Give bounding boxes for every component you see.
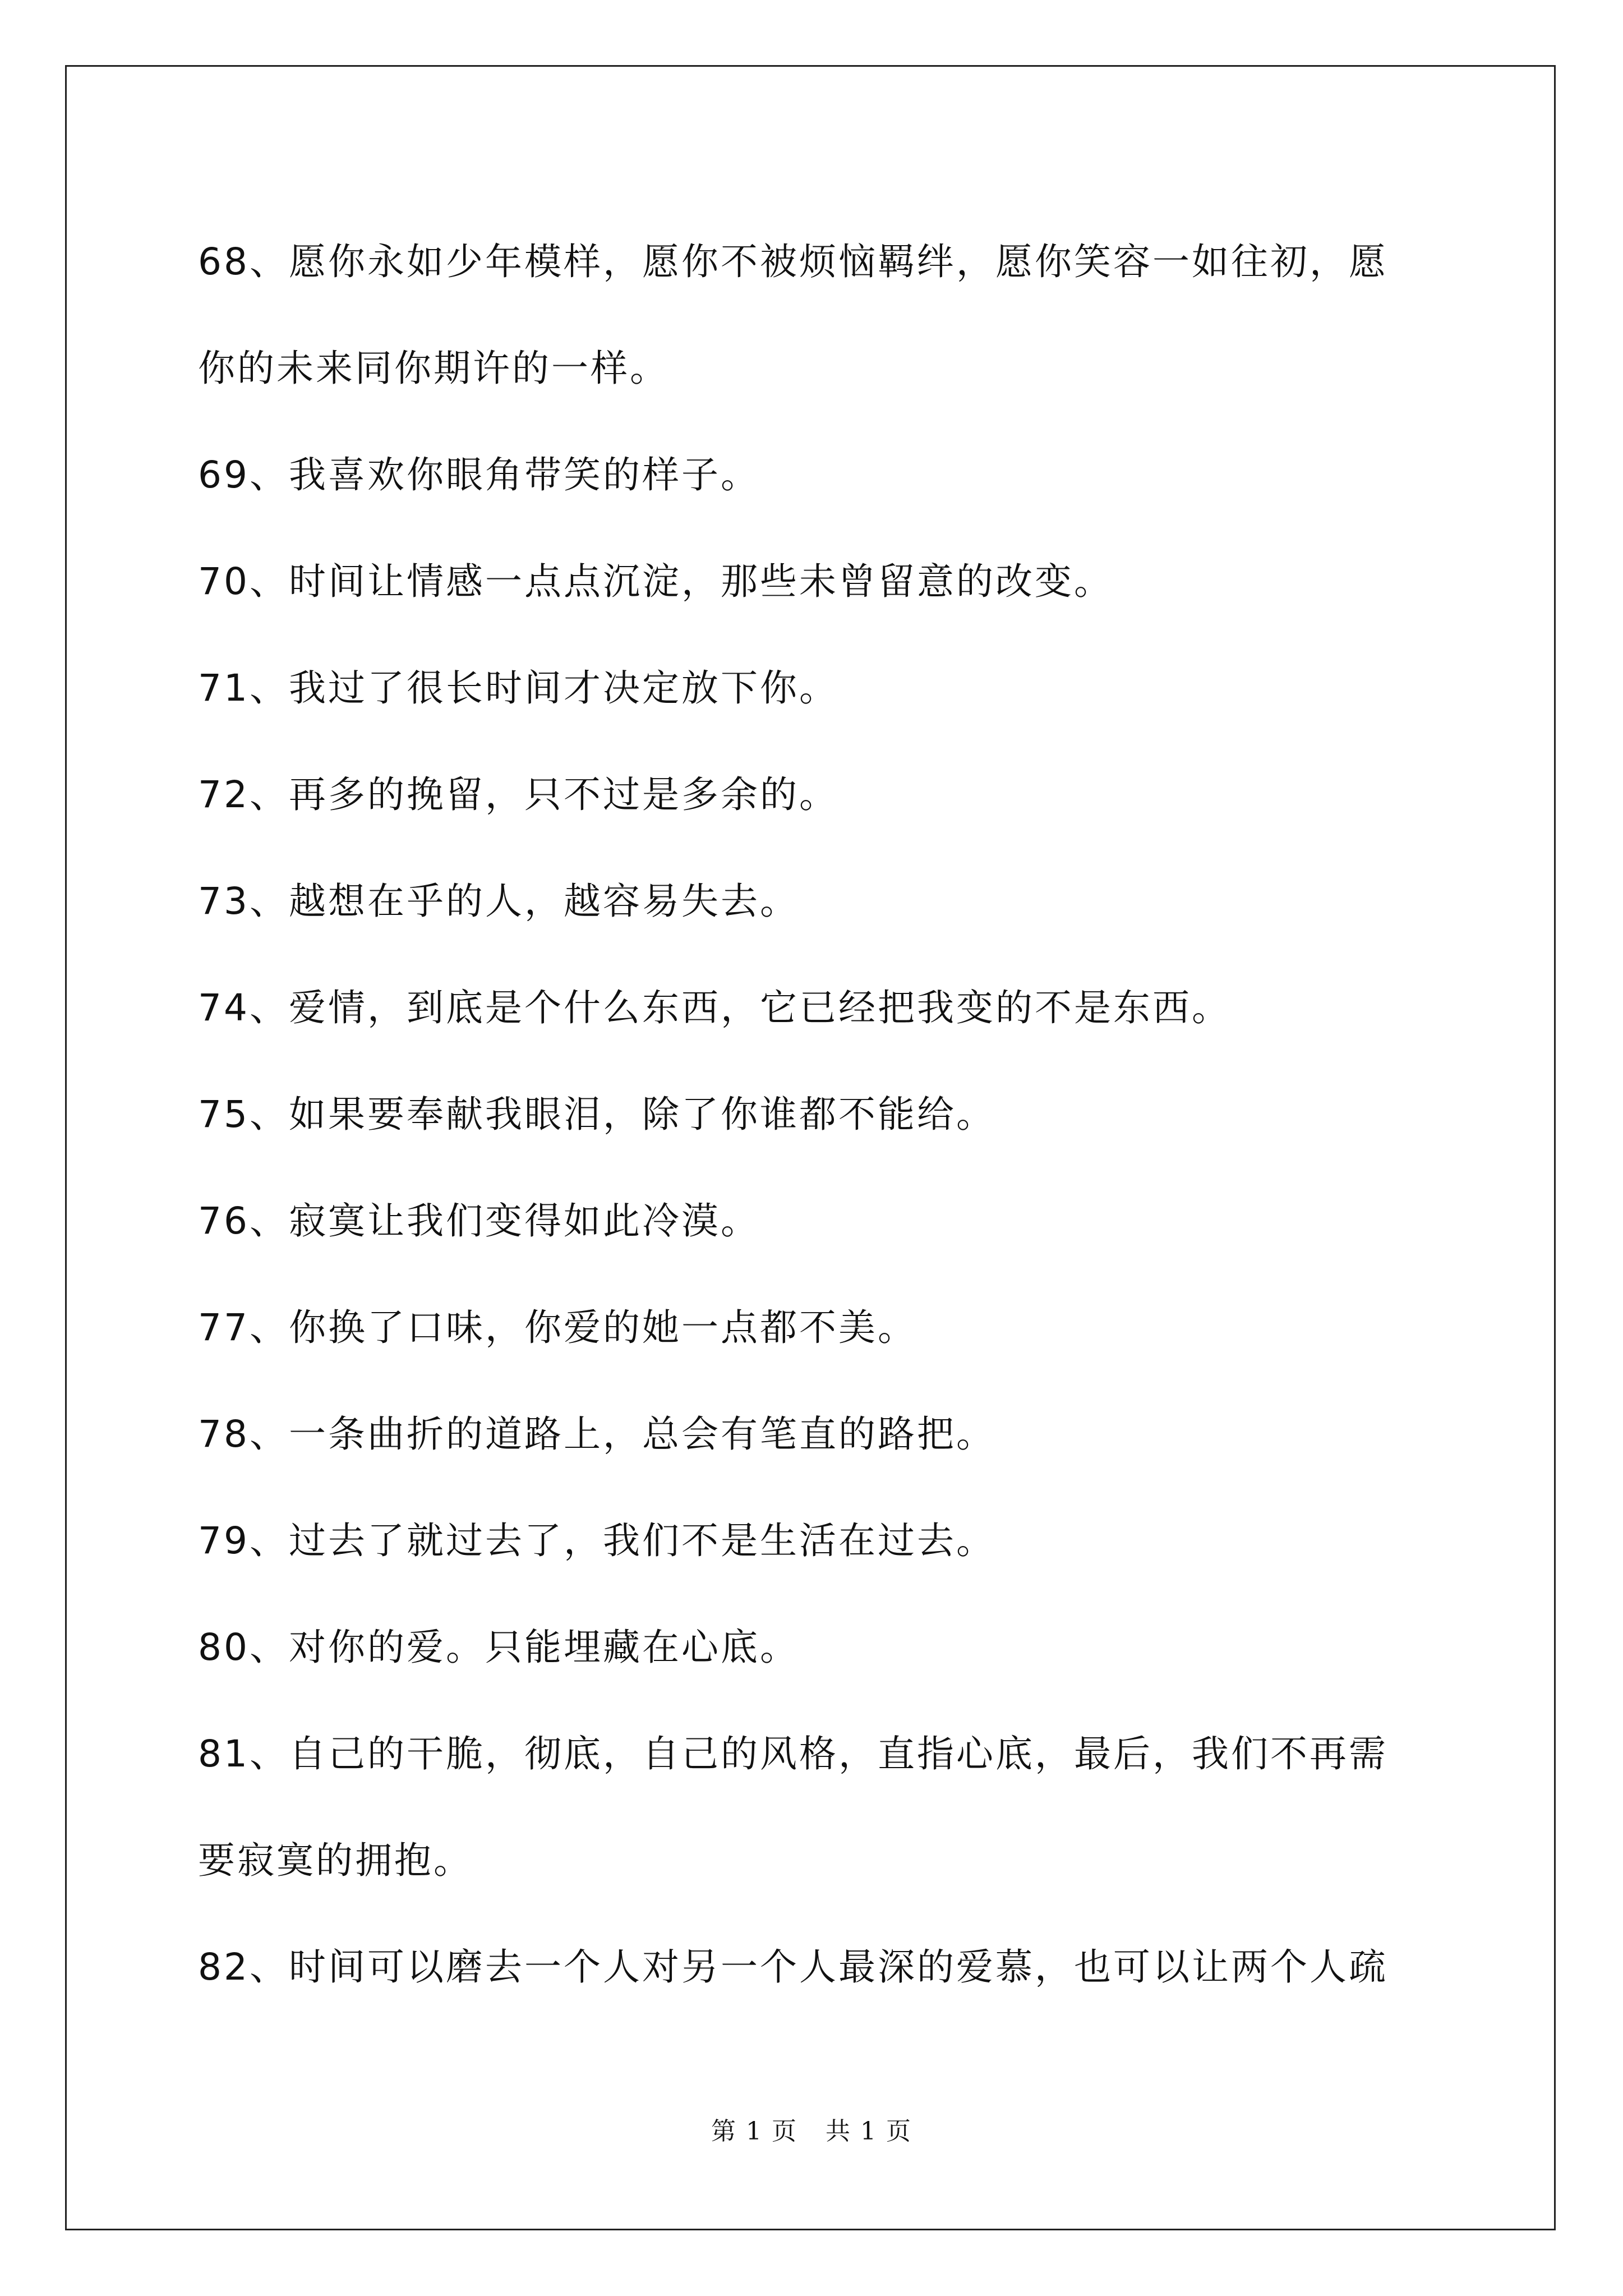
page-number-current: 第 1 页 — [711, 2117, 797, 2146]
text-line: 要寂寞的拥抱。 — [198, 1839, 473, 1882]
text-line: 81、自己的干脆，彻底，自己的风格，直指心底，最后，我们不再需 — [198, 1732, 1388, 1775]
text-line: 70、时间让情感一点点沉淀，那些未曾留意的改变。 — [198, 560, 1113, 603]
text-line: 82、时间可以磨去一个人对另一个人最深的爱慕，也可以让两个人疏 — [198, 1945, 1388, 1989]
text-line: 78、一条曲折的道路上，总会有笔直的路把。 — [198, 1412, 995, 1456]
text-line: 68、愿你永如少年模样，愿你不被烦恼羁绊，愿你笑容一如往初，愿 — [198, 240, 1388, 283]
text-line: 69、我喜欢你眼角带笑的样子。 — [198, 453, 760, 496]
text-line: 76、寂寞让我们变得如此冷漠。 — [198, 1199, 760, 1243]
text-line: 71、我过了很长时间才决定放下你。 — [198, 666, 838, 710]
text-line: 73、越想在乎的人，越容易失去。 — [198, 880, 799, 923]
text-line: 77、你换了口味，你爱的她一点都不美。 — [198, 1306, 917, 1349]
text-line: 80、对你的爱。只能埋藏在心底。 — [198, 1626, 799, 1669]
document-body — [198, 209, 1432, 2021]
text-line: 75、如果要奉献我眼泪，除了你谁都不能给。 — [198, 1093, 995, 1136]
text-line: 你的未来同你期许的一样。 — [198, 347, 669, 390]
page-footer — [0, 2115, 1623, 2148]
page-number-total: 共 1 页 — [826, 2117, 912, 2146]
text-line: 79、过去了就过去了，我们不是生活在过去。 — [198, 1519, 995, 1562]
text-line: 72、再多的挽留，只不过是多余的。 — [198, 773, 838, 816]
text-line: 74、爱情，到底是个什么东西，它已经把我变的不是东西。 — [198, 986, 1231, 1029]
